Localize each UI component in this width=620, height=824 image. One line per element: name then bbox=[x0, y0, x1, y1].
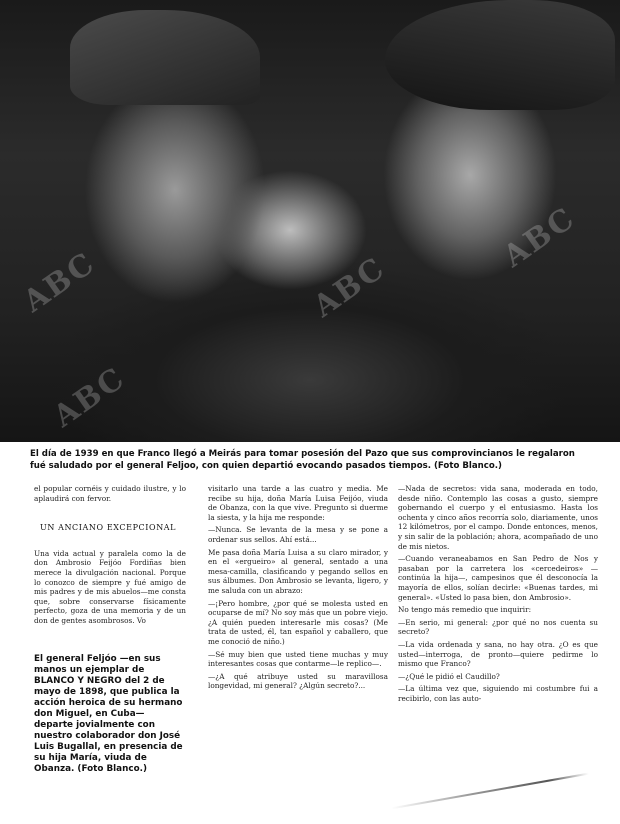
column-1 bbox=[34, 484, 186, 778]
paragraph: —Nada de secretos: vida sana, moderada en todo, desde niño. Contemplo las cosas a gusto, siempre gobernando el cuerpo y el entusiasmo. Hasta los ochenta y cinco años recorría solo, diariamente, unos 12 kilómetros, por el campo. Donde entonces, menos, y sin salir de la población; ahora, acompañado de uno de mis nietos. bbox=[398, 484, 598, 551]
paragraph: Una vida actual y paralela como la de don Ambrosio Feijóo Fordiñas bien merece la divulgación nacional. Porque lo conozco de siempre y fué amigo de mis padres y de mis abuelos—me consta que, sobre conservarse físicamente perfecto, goza de una memoria y de un don de gentes asombrosos. Vo bbox=[34, 548, 186, 625]
military-cap-right bbox=[385, 0, 615, 110]
paragraph: —En serio, mi general: ¿por qué no nos cuenta su secreto? bbox=[398, 617, 598, 637]
military-cap-left bbox=[70, 10, 260, 105]
paragraph: —Cuando veraneabamos en San Pedro de Nos y pasaban por la carretera los «cercedeiros» —continúa la hija—, campesinos que él desconocía la mayoría de ellos, solían decirle: «Buenas tardes, mi general». «Usted lo pasa bien, don Ambrosio». bbox=[398, 554, 598, 602]
paragraph: —Sé muy bien que usted tiene muchas y muy interesantes cosas que contarme—le replico—. bbox=[208, 649, 388, 669]
paragraph: —La vida ordenada y sana, no hay otra. ¿O es que usted—interroga, de pronto—quiere pedirme lo mismo que Franco? bbox=[398, 639, 598, 669]
print-artifact bbox=[391, 773, 588, 810]
photo-caption: El día de 1939 en que Franco llegó a Meirás para tomar posesión del Pazo que sus comprovincianos le regalaron fué saludado por el general Feljoo, con quien departió evocando pasados tiempos. (Foto Blanco.) bbox=[30, 449, 575, 471]
abc-watermark: ABC bbox=[47, 360, 132, 435]
paragraph: el popular cornéis y cuidado ilustre, y lo aplaudirá con fervor. bbox=[34, 484, 186, 503]
paragraph: Me pasa doña María Luisa a su claro mirador, y en el «ergueiro» al general, sentado a una mesa-camilla, clasificando y pegando sellos en sus álbumes. Don Ambrosio se levanta, ligero, y me saluda con un abrazo: bbox=[208, 547, 388, 595]
paragraph: visitarlo una tarde a las cuatro y media. Me recibe su hija, doña María Luisa Feijóo, viuda de Obanza, con la que vive. Pregunto si duerme la siesta, y la hija me responde: bbox=[208, 484, 388, 522]
paragraph: No tengo más remedio que inquirir: bbox=[398, 605, 532, 615]
abc-watermark: ABC bbox=[307, 250, 392, 325]
paragraph: —¿Qué le pidió el Caudillo? bbox=[398, 671, 500, 681]
secondary-photo-caption: El general Feljóo —en sus manos un ejemplar de BLANCO Y NEGRO del 2 de mayo de 1898, que publica la acción heroica de su hermano don Miguel, en Cuba— departe jovialmente con nuestro colaborador don José Luis Bugallal, en presencia de su hija María, viuda de Obanza. (Foto Blanco.) bbox=[34, 653, 183, 774]
column-3 bbox=[398, 484, 598, 706]
column-2 bbox=[208, 484, 388, 694]
paragraph: —¿A qué atribuye usted su maravillosa longevidad, mi general? ¿Algún secreto?... bbox=[208, 671, 388, 691]
paragraph: —La última vez que, siguiendo mi costumbre fui a recibirlo, con las auto- bbox=[398, 684, 598, 703]
abc-watermark: ABC bbox=[17, 245, 102, 320]
paragraph: —¡Pero hombre, ¿por qué se molesta usted en ocuparse de mí? No soy más que un pobre viejo. ¿A quién pueden interesarle mis cosas? (Me trata de usted, él, tan español y caballero, que me conoció de niño.) bbox=[208, 598, 388, 646]
abc-watermark: ABC bbox=[497, 200, 582, 275]
paragraph: —Nunca. Se levanta de la mesa y se pone a ordenar sus sellos. Ahí está... bbox=[208, 525, 388, 544]
section-subhead: UN ANCIANO EXCEPCIONAL bbox=[40, 523, 177, 533]
